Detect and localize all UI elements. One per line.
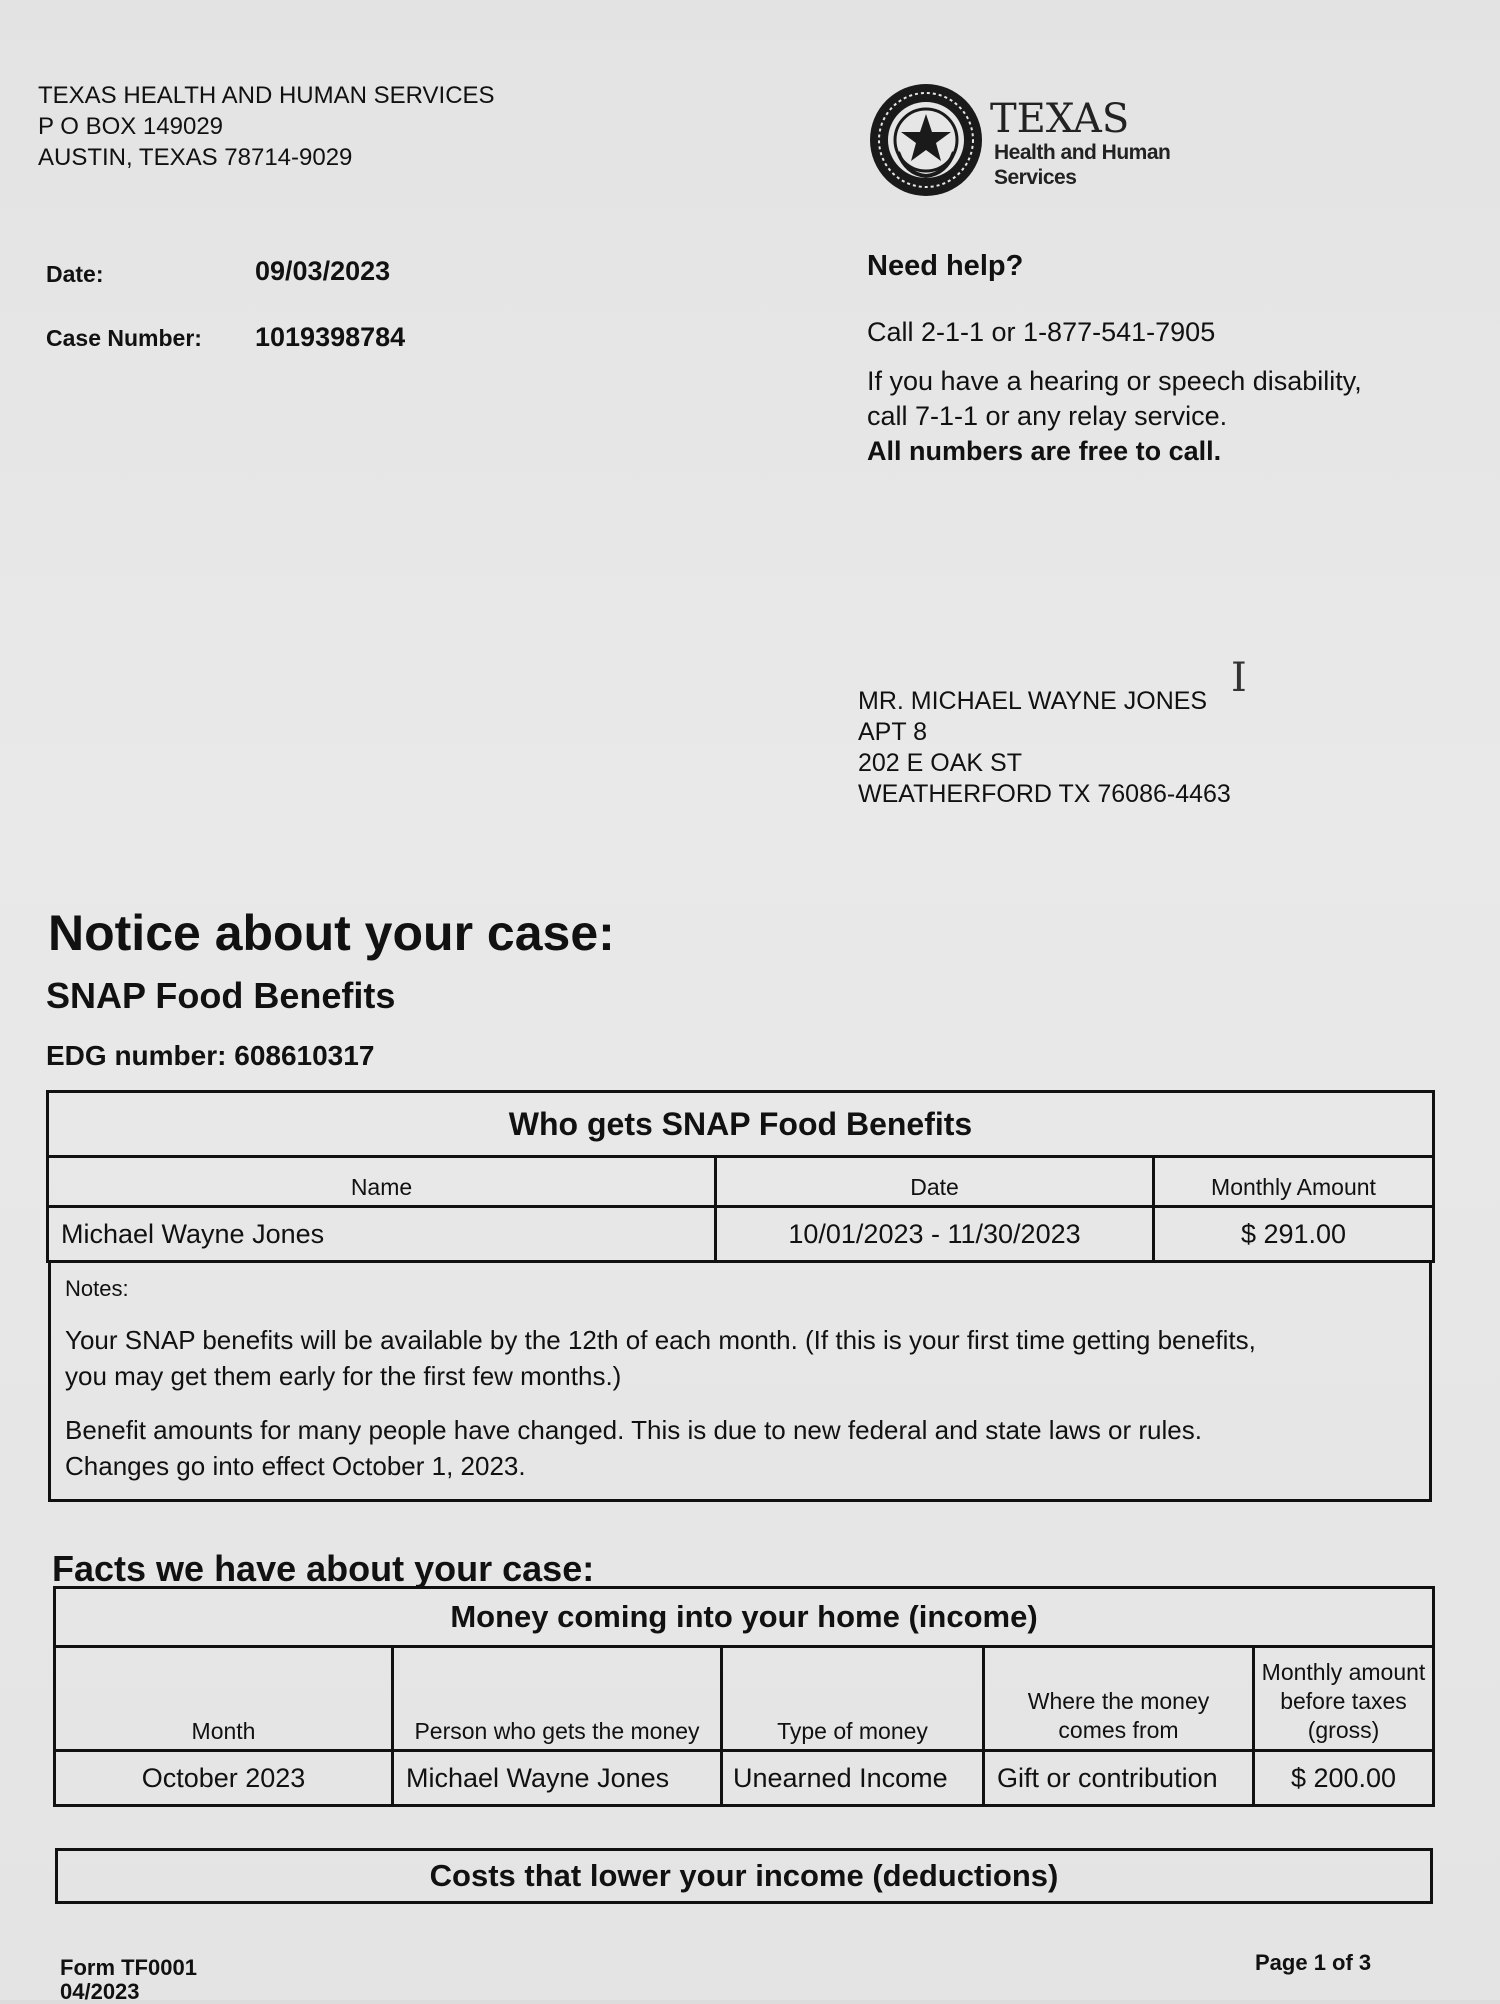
- benefits-header-name: Name: [48, 1157, 716, 1207]
- income-header-amount-line-1: Monthly amount: [1261, 1659, 1426, 1685]
- state-seal-icon: [868, 82, 984, 198]
- help-disability-line-2: call 7-1-1 or any relay service.: [867, 401, 1228, 431]
- income-header-type: Type of money: [722, 1647, 984, 1751]
- edg-label: EDG number:: [46, 1040, 227, 1071]
- benefits-table-title: Who gets SNAP Food Benefits: [48, 1092, 1434, 1157]
- date-label: Date:: [46, 261, 104, 287]
- sender-line-3: AUSTIN, TEXAS 78714-9029: [38, 144, 353, 171]
- help-title: Need help?: [867, 250, 1024, 282]
- benefits-header-amount: Monthly Amount: [1154, 1157, 1434, 1207]
- logo-subtitle: [994, 140, 1170, 190]
- table-row: [55, 1751, 1434, 1806]
- sender-line-2: P O BOX 149029: [38, 113, 224, 140]
- benefits-header-date: Date: [716, 1157, 1154, 1207]
- notes-paragraph-2: [65, 1412, 1415, 1484]
- table-row: [48, 1207, 1434, 1262]
- income-header-where: [984, 1647, 1254, 1751]
- recipient-line-1: MR. MICHAEL WAYNE JONES: [858, 687, 1208, 715]
- income-cell-person: Michael Wayne Jones: [393, 1751, 722, 1806]
- notes-paragraph-1: [65, 1322, 1415, 1394]
- program-title: SNAP Food Benefits: [46, 975, 396, 1016]
- benefits-notes: [48, 1262, 1432, 1502]
- logo-title: TEXAS: [990, 96, 1130, 142]
- income-header-amount-line-3: (gross): [1307, 1717, 1380, 1743]
- benefits-table: [46, 1090, 1435, 1263]
- edg-number: [46, 1040, 374, 1072]
- notice-title: Notice about your case:: [48, 905, 615, 961]
- facts-title: Facts we have about your case:: [52, 1548, 595, 1589]
- recipient-address: [858, 686, 1231, 810]
- income-header-amount: [1254, 1647, 1434, 1751]
- notes-label: Notes:: [65, 1276, 129, 1301]
- page-number: Page 1 of 3: [1255, 1950, 1372, 1975]
- help-disability-line-1: If you have a hearing or speech disability,: [867, 366, 1362, 396]
- notes-paragraph-2-line-2: Changes go into effect October 1, 2023.: [65, 1451, 526, 1481]
- recipient-line-4: WEATHERFORD TX 76086-4463: [858, 780, 1231, 808]
- benefits-cell-amount: $ 291.00: [1154, 1207, 1434, 1262]
- income-header-amount-line-2: before taxes: [1280, 1688, 1407, 1714]
- benefits-cell-name: Michael Wayne Jones: [48, 1207, 716, 1262]
- hhs-logo: [868, 82, 1308, 202]
- help-free-note: All numbers are free to call.: [867, 436, 1222, 466]
- recipient-line-3: 202 E OAK ST: [858, 749, 1022, 777]
- income-header-person: Person who gets the money: [393, 1647, 722, 1751]
- help-phone: Call 2-1-1 or 1-877-541-7905: [867, 317, 1216, 347]
- notes-paragraph-1-line-2: you may get them early for the first few months.): [65, 1361, 622, 1391]
- notes-paragraph-2-line-1: Benefit amounts for many people have changed. This is due to new federal and state laws or rules.: [65, 1415, 1202, 1445]
- income-cell-type: Unearned Income: [722, 1751, 984, 1806]
- text-cursor-icon: I: [1231, 655, 1247, 701]
- income-header-where-line-2: comes from: [1058, 1717, 1179, 1743]
- income-cell-source: Gift or contribution: [984, 1751, 1254, 1806]
- help-disability: [867, 364, 1362, 469]
- logo-subtitle-line-2: Services: [994, 166, 1077, 189]
- edg-value: 608610317: [234, 1040, 375, 1071]
- income-cell-month: October 2023: [55, 1751, 393, 1806]
- benefits-cell-date: 10/01/2023 - 11/30/2023: [716, 1207, 1154, 1262]
- recipient-line-2: APT 8: [858, 718, 928, 746]
- case-number-value: 1019398784: [255, 322, 406, 352]
- form-date: 04/2023: [60, 1979, 140, 2004]
- income-table: [53, 1586, 1435, 1807]
- income-header-month: Month: [55, 1647, 393, 1751]
- notes-paragraph-1-line-1: Your SNAP benefits will be available by the 12th of each month. (If this is your first time getting benefits,: [65, 1325, 1256, 1355]
- case-number-label: Case Number:: [46, 325, 202, 351]
- income-cell-amount: $ 200.00: [1254, 1751, 1434, 1806]
- income-table-title: Money coming into your home (income): [55, 1588, 1434, 1647]
- form-id: [60, 1956, 197, 2004]
- deductions-title: Costs that lower your income (deductions): [55, 1848, 1433, 1904]
- sender-address: [38, 80, 495, 173]
- date-value: 09/03/2023: [255, 256, 391, 286]
- sender-line-1: TEXAS HEALTH AND HUMAN SERVICES: [38, 82, 495, 109]
- logo-subtitle-line-1: Health and Human: [994, 141, 1171, 164]
- income-header-where-line-1: Where the money: [1027, 1688, 1210, 1714]
- form-number: Form TF0001: [60, 1955, 197, 1980]
